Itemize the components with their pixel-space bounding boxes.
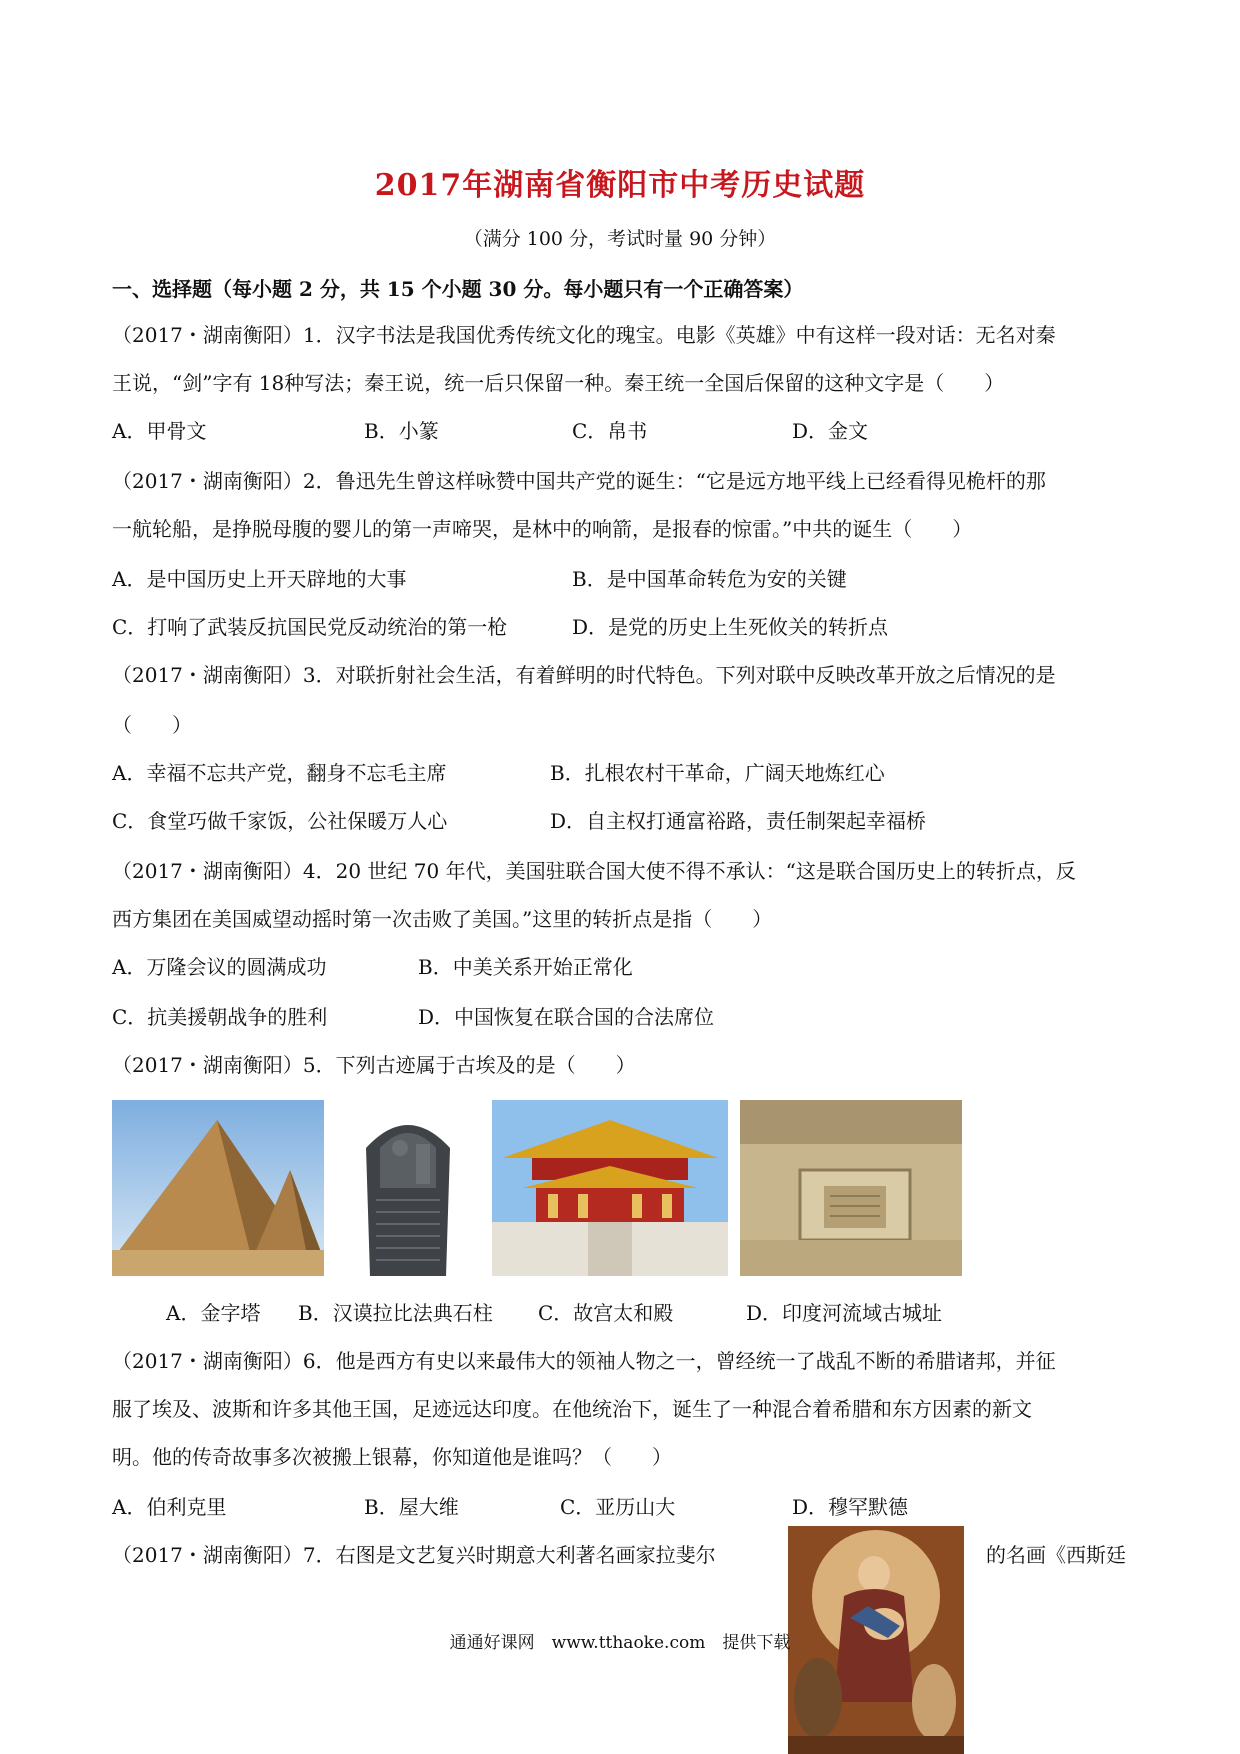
question-5-option-d: D．印度河流域古城址 [746, 1301, 943, 1325]
exam-subtitle: （满分 100 分，考试时量 90 分钟） [463, 228, 777, 250]
question-4-option-b: B．中美关系开始正常化 [418, 955, 633, 979]
question-1-option-b: B．小篆 [364, 419, 439, 443]
question-5-line-1: （2017・湖南衡阳）5．下列古迹属于古埃及的是（ ） [112, 1053, 636, 1077]
question-4-line-1: （2017・湖南衡阳）4．20 世纪 70 年代，美国驻联合国大使不得不承认：“这是联合国历史上的转折点，反 [112, 859, 1076, 883]
question-5-option-c: C．故宫太和殿 [538, 1301, 674, 1325]
question-3-option-c: C．食堂巧做千家饭，公社保暖万人心 [112, 809, 448, 833]
page-footer: 通通好课网 www.tthaoke.com 提供下载 [449, 1633, 791, 1653]
question-6-line-1: （2017・湖南衡阳）6．他是西方有史以来最伟大的领袖人物之一，曾经统一了战乱不断的希腊诸邦，并征 [112, 1349, 1056, 1373]
question-4-option-a: A．万隆会议的圆满成功 [112, 955, 327, 979]
question-3-line-1: （2017・湖南衡阳）3．对联折射社会生活，有着鲜明的时代特色。下列对联中反映改革开放之后情况的是 [112, 663, 1056, 687]
question-2-line-1: （2017・湖南衡阳）2．鲁迅先生曾这样咏赞中国共产党的诞生：“它是远方地平线上已经看得见桅杆的那 [112, 469, 1046, 493]
question-3-option-d: D．自主权打通富裕路，责任制架起幸福桥 [550, 809, 927, 833]
hammurabi-stele-image [352, 1108, 464, 1276]
question-3-option-b: B．扎根农村干革命，广阔天地炼红心 [550, 761, 885, 785]
question-6-option-d: D．穆罕默德 [792, 1495, 909, 1519]
question-4-line-2: 西方集团在美国威望动摇时第一次击败了美国。”这里的转折点是指（ ） [112, 907, 773, 931]
question-6-option-a: A．伯利克里 [112, 1495, 227, 1519]
question-2-option-a: A．是中国历史上开天辟地的大事 [112, 567, 407, 591]
question-4-option-d: D．中国恢复在联合国的合法席位 [418, 1005, 715, 1029]
question-1-option-a: A．甲骨文 [112, 419, 207, 443]
question-3-option-a: A．幸福不忘共产党，翻身不忘毛主席 [112, 761, 447, 785]
question-7-line-1: （2017・湖南衡阳）7．右图是文艺复兴时期意大利著名画家拉斐尔 [112, 1543, 716, 1567]
question-6-option-b: B．屋大维 [364, 1495, 459, 1519]
question-5-option-a: A．金字塔 [166, 1301, 261, 1325]
question-2-option-c: C．打响了武装反抗国民党反动统治的第一枪 [112, 615, 508, 639]
question-3-line-2: （ ） [112, 713, 192, 737]
question-6-line-3: 明。他的传奇故事多次被搬上银幕，你知道他是谁吗？（ ） [112, 1445, 672, 1469]
question-6-option-c: C．亚历山大 [560, 1495, 676, 1519]
forbidden-city-image [492, 1100, 728, 1276]
question-4-option-c: C．抗美援朝战争的胜利 [112, 1005, 328, 1029]
question-1-option-d: D．金文 [792, 419, 869, 443]
question-2-option-d: D．是党的历史上生死攸关的转折点 [572, 615, 889, 639]
question-6-line-2: 服了埃及、波斯和许多其他王国，足迹远达印度。在他统治下，诞生了一种混合着希腊和东方因素的新文 [112, 1397, 1032, 1421]
indus-ruins-image [740, 1100, 962, 1276]
question-1-line-2: 王说，“剑”字有 18种写法；秦王说，统一后只保留一种。秦王统一全国后保留的这种文字是（ ） [112, 371, 1005, 395]
question-5-option-b: B．汉谟拉比法典石柱 [298, 1301, 493, 1325]
question-7-line-1-continued: 的名画《西斯廷 [986, 1543, 1126, 1567]
question-2-line-2: 一航轮船，是挣脱母腹的婴儿的第一声啼哭，是林中的响箭，是报春的惊雷。”中共的诞生（ ） [112, 517, 973, 541]
question-1-line-1: （2017・湖南衡阳）1．汉字书法是我国优秀传统文化的瑰宝。电影《英雄》中有这样一段对话：无名对秦 [112, 323, 1056, 347]
question-1-option-c: C．帛书 [572, 419, 648, 443]
pyramids-image [112, 1100, 324, 1276]
question-2-option-b: B．是中国革命转危为安的关键 [572, 567, 847, 591]
page-title: 2017年湖南省衡阳市中考历史试题 [374, 168, 866, 203]
section-heading: 一、选择题（每小题 2 分，共 15 个小题 30 分。每小题只有一个正确答案） [112, 277, 804, 301]
